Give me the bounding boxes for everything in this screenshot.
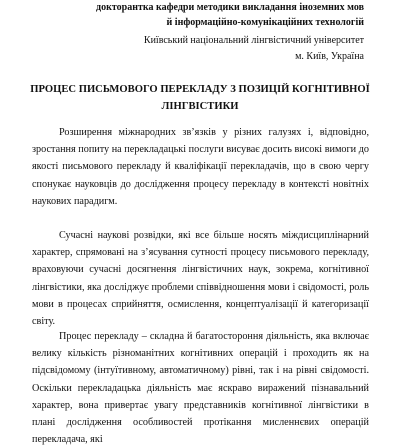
city-country: м. Київ, Україна [295,51,364,62]
body-paragraph-3: Процес перекладу – складна й багатостороння діяльність, яка включає велику кількість різноманітних когнітивних операцій і проходить як на підсвідомому (інтуїтивному, автоматичному) рівні, так і на рівні свідомості. Оскільки перекладацька діяльність має яскраво виражений пізнавальний характер, вона привертає увагу представників когнітивної лінгвістики в плані дослідження особливостей протікання мисленнєвих операцій перекладача, які [32,331,369,446]
body-paragraph-1: Розширення міжнародних зв’язків у різних галузях і, відповідно, зростання попиту на перекладацькі послуги висуває досить високі вимоги до якості письмового перекладу й кваліфікації перекладачів, що в свою чергу спонукає науковців до дослідження процесу перекладу в контексті новітніх наукових парадигм. [32,127,369,207]
author-position-line-2: й інформаційно-комунікаційних технологій [166,17,364,28]
author-position-line-1: докторантка кафедри методики викладання іноземних мов [96,2,364,13]
body-paragraph-2: Сучасні наукові розвідки, які все більше носять міждисциплінарний характер, спрямовані на з’ясування сутності процесу письмового перекладу, враховуючи сучасні досягнення лінгвістичних наук, зокрема, когнітивної лінгвістики, яка досліджує проблеми співвідношення мови і свідомості, роль мови в процесах сприйняття, осмислення, концептуалізації й категоризації світу. [32,230,369,328]
university-name: Київський національний лінгвістичний університет [143,35,364,46]
article-title-line-2: ЛІНГВІСТИКИ [161,101,239,112]
article-title-line-1: ПРОЦЕС ПИСЬМОВОГО ПЕРЕКЛАДУ З ПОЗИЦІЙ КОГНІТИВНОЇ [30,84,370,95]
